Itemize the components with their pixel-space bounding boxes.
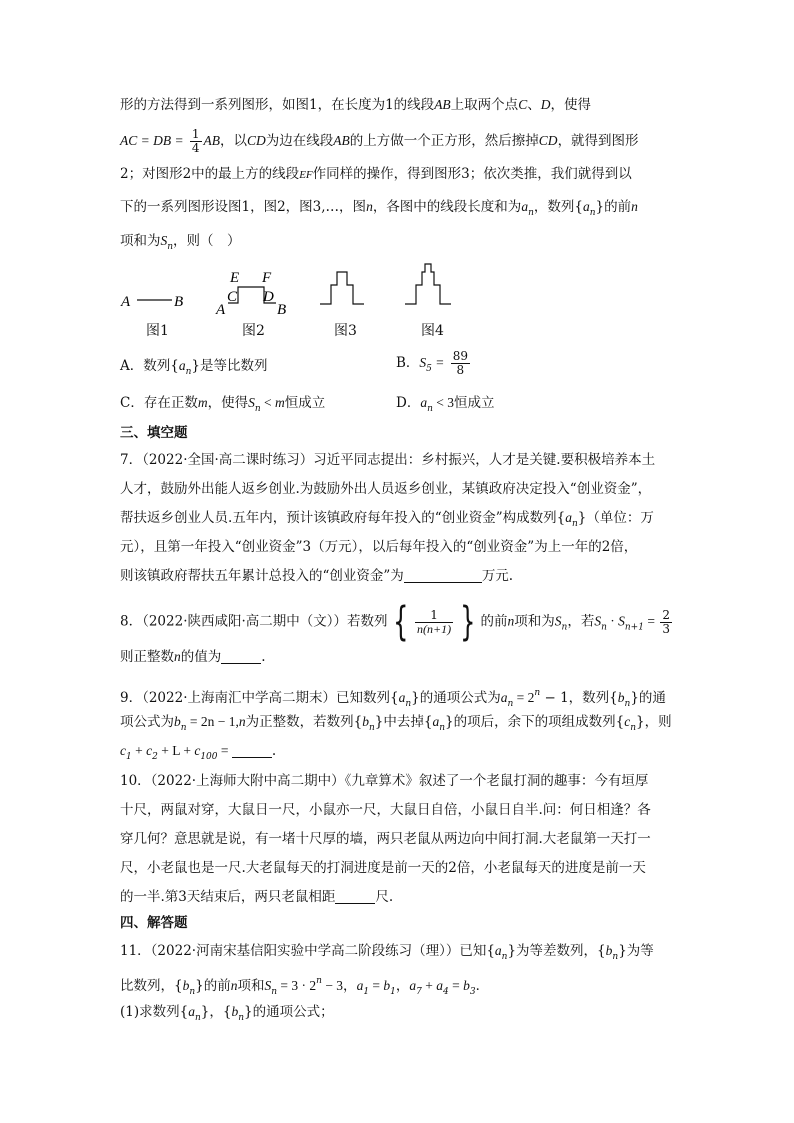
q10-answer-blank[interactable] bbox=[335, 889, 375, 904]
intro-line-5: 项和为$S_n$，则（ ） bbox=[120, 233, 241, 252]
fig2-label-f: F bbox=[262, 270, 272, 286]
q9-line-3: $c_1 + c_2 + L + c_{100}$ = . bbox=[120, 743, 277, 762]
option-b: B．$S_5$ = $\frac{89}{8}$ bbox=[396, 349, 468, 377]
q10-line-2: 十尺，两鼠对穿，大鼠日一尺，小鼠亦一尺，大鼠日自倍，小鼠日自半.问：何日相逢？各 bbox=[120, 802, 651, 818]
q9-line-1: 9．（2022·上海南汇中学高二期末）已知数列$\{a_n\}$的通项公式为$a_n = 2^n - 1$，数列$\{b_n\}$的通 bbox=[120, 688, 666, 709]
q8-line-2: 则正整数n的值为 . bbox=[120, 649, 266, 665]
intro-line-2: AC = DB = $\frac{1}{4}$ AB，以CD为边在线段AB的上方做一个正方形，然后擦掉CD，就得到图形 bbox=[120, 127, 639, 155]
fraction-one-quarter: $\frac{1}{4}$ bbox=[191, 127, 200, 155]
fig4-shape bbox=[405, 264, 451, 304]
q7-line-2: 人才，鼓励外出能人返乡创业.为鼓励外出人员返乡创业，某镇政府决定投入“创业资金”， bbox=[120, 481, 652, 497]
section-solve: 四、解答题 bbox=[120, 915, 188, 931]
fraction-89-over-8: $\frac{89}{8}$ bbox=[452, 349, 468, 377]
option-d: D．$a_n < 3$恒成立 bbox=[396, 395, 495, 414]
q7-line-5: 则该镇政府帮扶五年累计总投入的“创业资金”为 万元. bbox=[120, 568, 514, 584]
q10-line-3: 穿几何？意思就是说，有一堵十尺厚的墙，两只老鼠从两边向中间打洞.大老鼠第一天打一 bbox=[120, 831, 651, 847]
q10-line-5: 的一半.第3天结束后，两只老鼠相距 尺. bbox=[120, 889, 394, 905]
fig1-caption: 图1 bbox=[146, 323, 169, 339]
fraction-1-over-n-n-plus-1: $\frac{1}{n(n+1)}$ bbox=[416, 607, 452, 636]
fig2-label-a: A bbox=[216, 302, 226, 318]
q9-answer-blank[interactable] bbox=[232, 743, 272, 758]
figures-illustration bbox=[0, 0, 794, 340]
q7-line-4: 元），且第一年投入“创业资金”3（万元），以后每年投入的“创业资金”为上一年的2倍， bbox=[120, 539, 638, 555]
q8-line-1: 8．（2022·陕西咸阳·高二期中（文））若数列 { $\frac{1}{n(n+1)}$ } 的前n项和为$S_n$，若$S_n \cdot S_{n+1}$ = $\frac{2}{3}$ bbox=[120, 599, 670, 645]
q8-answer-blank[interactable] bbox=[221, 649, 261, 664]
option-c: C．存在正数m，使得$S_n < m$恒成立 bbox=[120, 395, 326, 414]
fig3-shape bbox=[320, 272, 364, 304]
intro-line-1: 形的方法得到一系列图形，如图1，在长度为1的线段AB上取两个点C、D，使得 bbox=[120, 97, 591, 113]
q7-line-1: 7．（2022·全国·高二课时练习）习近平同志提出：乡村振兴，人才是关键.要积极培养本土 bbox=[120, 452, 656, 468]
fig2-label-c: C bbox=[227, 289, 238, 305]
fig1-label-b: B bbox=[174, 294, 184, 310]
intro-line-4: 下的一系列图形设图1，图2，图3,…，图n，各图中的线段长度和为$a_n$，数列$\{a_n\}$的前n bbox=[120, 199, 638, 218]
q9-line-2: 项公式为$b_n = 2n - 1,n$为正整数，若数列$\{b_n\}$中去掉$\{a_n\}$的项后，余下的项组成数列$\{c_n\}$，则 bbox=[120, 714, 672, 733]
fig2-label-b: B bbox=[277, 302, 287, 318]
fig4-caption: 图4 bbox=[421, 323, 444, 339]
option-a: A．数列$\{a_n\}$是等比数列 bbox=[120, 358, 268, 377]
q11-line-1: 11．（2022·河南宋基信阳实验中学高二阶段练习（理））已知$\{a_n\}$为等差数列，$\{b_n\}$为等 bbox=[120, 943, 654, 962]
fig2-caption: 图2 bbox=[242, 323, 265, 339]
q7-line-3: 帮扶返乡创业人员.五年内，预计该镇政府每年投入的“创业资金”构成数列$\{a_n\}$（单位：万 bbox=[120, 510, 654, 529]
q10-line-1: 10．（2022·上海师大附中高二期中）《九章算术》叙述了一个老鼠打洞的趣事：今有垣厚 bbox=[120, 773, 649, 789]
q11-line-3: (1)求数列$\{a_n\}$，$\{b_n\}$的通项公式； bbox=[120, 1004, 334, 1023]
q7-answer-blank[interactable] bbox=[404, 568, 482, 583]
q11-line-2: 比数列，$\{b_n\}$的前n项和$S_n = 3 \cdot 2^n - 3$，$a_1 = b_1$，$a_7 + a_4 = b_3$． bbox=[120, 976, 490, 997]
fig2-label-e: E bbox=[230, 270, 240, 286]
section-fill-in-blank: 三、填空题 bbox=[120, 425, 188, 441]
fig2-label-d: D bbox=[263, 289, 274, 305]
fraction-2-over-3: $\frac{2}{3}$ bbox=[662, 607, 670, 636]
fig3-caption: 图3 bbox=[334, 323, 357, 339]
intro-line-3: 2；对图形2中的最上方的线段EF作同样的操作，得到图形3；依次类推，我们就得到以 bbox=[120, 166, 632, 182]
fig1-label-a: A bbox=[121, 294, 131, 310]
q10-line-4: 尺，小老鼠也是一尺.大老鼠每天的打洞进度是前一天的2倍，小老鼠每天的进度是前一天 bbox=[120, 860, 646, 876]
